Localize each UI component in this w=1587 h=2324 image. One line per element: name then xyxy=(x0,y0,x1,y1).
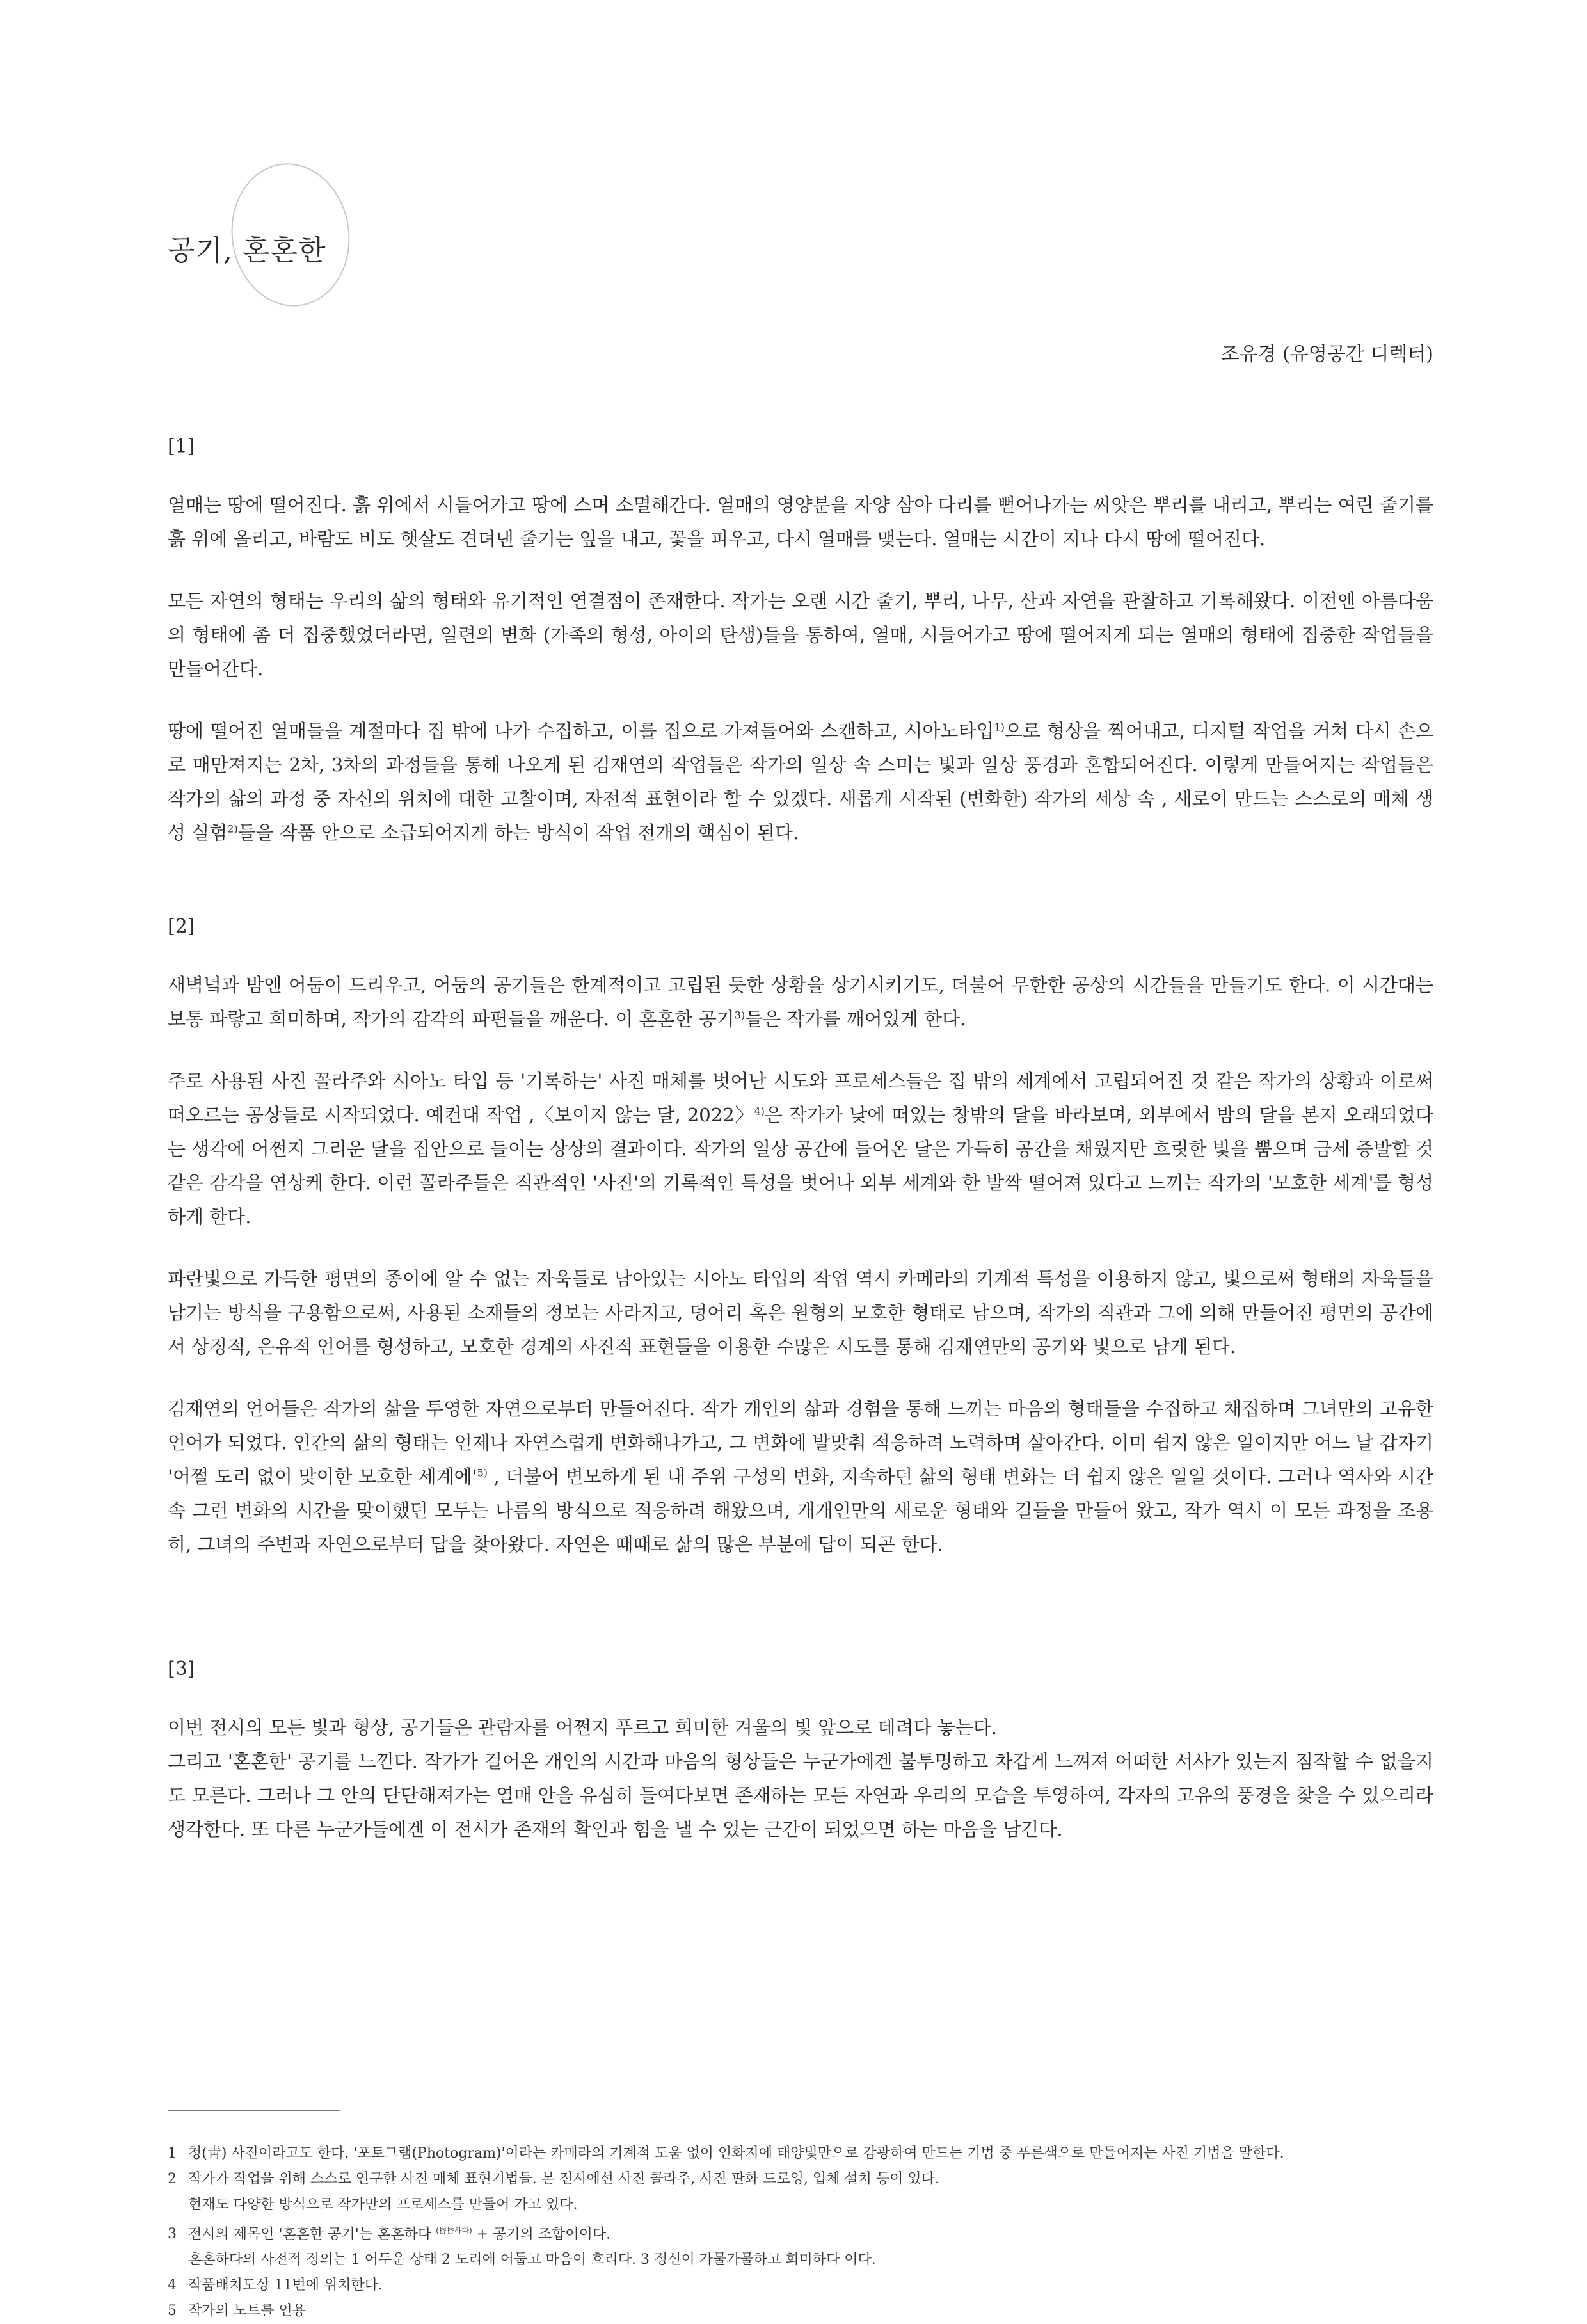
footnote-item xyxy=(168,2218,1433,2247)
paragraph xyxy=(168,1064,1433,1234)
footnote-item xyxy=(168,2273,1433,2298)
footnote-continuation: 혼혼하다의 사전적 정의는 1 어두운 상태 2 도리에 어둡고 마음이 흐리다. 3 정신이 가물가물하고 희미하다 이다. xyxy=(188,2252,876,2268)
footnote-number: 1 xyxy=(168,2145,177,2161)
footnote-text: 청(靑) 사진이라고도 한다. '포토그램(Photogram)'이라는 카메라의 기계적 도움 없이 인화지에 태양빛만으로 감광하여 만드는 기법 중 푸른색으로 만들어지는 사진 기법을 말한다. xyxy=(188,2145,1284,2161)
footnote-continuation: 현재도 다양한 방식으로 작가만의 프로세스를 만들어 가고 있다. xyxy=(188,2197,578,2213)
paragraph-text: 주로 사용된 사진 꼴라주와 시아노 타입 등 '기록하는' 사진 매체를 벗어난 시도와 프로세스들은 집 밖의 세계에서 고립되어진 것 같은 작가의 상황과 이로써 떠오르는 공상들로 시작되었다. 예컨대 작업 ,〈보이지 않는 달, 2022〉 xyxy=(168,1070,1433,1126)
author-byline: 조유경 (유영공간 디렉터) xyxy=(1220,343,1433,365)
footnote-ref: 5) xyxy=(477,1466,488,1479)
paragraph xyxy=(168,968,1433,1036)
section-marker: [2] xyxy=(168,915,195,938)
paragraph-text: , 더불어 변모하게 된 내 주위 구성의 변화, 지속하던 삶의 형태 변화는 더 쉽지 않은 일일 것이다. 그러나 역사와 시간 속 그런 변화의 시간을 맞이했던 모두는 나름의 방식으로 적응하려 해왔으며, 개개인만의 새로운 형태와 길들을 만들어 왔고, 작가 역시 이 모든 과정을 조용히, 그녀의 주변과 자연으로부터 답을 찾아왔다. 자연은 때때로 삶의 많은 부분에 답이 되곤 한다. xyxy=(168,1466,1434,1555)
section-2 xyxy=(168,915,1433,1562)
paragraph-text: 들을 작품 안으로 소급되어지게 하는 방식이 작업 전개의 핵심이 된다. xyxy=(237,822,799,844)
footnote-item xyxy=(168,2141,1433,2167)
paragraph: 이번 전시의 모든 빛과 형상, 공기들은 관람자를 어쩐지 푸르고 희미한 겨울의 빛 앞으로 데려다 놓는다. xyxy=(168,1717,998,1738)
footnote-ref: 4) xyxy=(754,1105,765,1118)
footnote-item xyxy=(168,2298,1433,2324)
footnote-ref: 3) xyxy=(734,1009,746,1022)
paragraph-text: 은 작가가 낮에 떠있는 창밖의 달을 바라보며, 외부에서 밤의 달을 본지 오래되었다는 생각에 어쩐지 그리운 달을 집안으로 들이는 상상의 결과이다. 작가의 일상 공간에 들어온 달은 가득히 공간을 채웠지만 흐릿한 빛을 뿜으며 금세 증발할 것 같은 감각을 연상케 한다. 이런 꼴라주들은 직관적인 '사진'의 기록적인 특성을 벗어나 외부 세계와 한 발짝 떨어져 있다고 느끼는 작가의 '모호한 세계'를 형성하게 한다. xyxy=(168,1104,1433,1228)
footnote-number: 5 xyxy=(168,2303,177,2320)
footnote-text: 전시의 제목인 '혼혼한 공기'는 혼혼하다 xyxy=(188,2226,436,2243)
footnote-number: 3 xyxy=(168,2226,177,2243)
paragraph: 파란빛으로 가득한 평면의 종이에 알 수 없는 자욱들로 남아있는 시아노 타입의 작업 역시 카메라의 기계적 특성을 이용하지 않고, 빛으로써 형태의 자욱들을 남기는 방식을 구용함으로써, 사용된 소재들의 정보는 사라지고, 덩어리 혹은 원형의 모호한 형태로 남으며, 작가의 직관과 그에 의해 만들어진 평면의 공간에서 상징적, 은유적 언어를 형성하고, 모호한 경계의 사진적 표현들을 이용한 수많은 시도를 통해 김재연만의 공기와 빛으로 남게 된다. xyxy=(168,1268,1433,1358)
title-block xyxy=(168,227,552,304)
footnote-ref: 1) xyxy=(994,721,1005,733)
paragraph: 열매는 땅에 떨어진다. 흙 위에서 시들어가고 땅에 스며 소멸해간다. 열매의 영양분을 자양 삼아 다리를 뻗어나가는 씨앗은 뿌리를 내리고, 뿌리는 여린 줄기를 흙 위에 올리고, 바람도 비도 햇살도 견뎌낸 줄기는 잎을 내고, 꽃을 피우고, 다시 열매를 맺는다. 열매는 시간이 지나 다시 땅에 떨어진다. xyxy=(168,494,1433,550)
paragraph: 그리고 '혼혼한' 공기를 느낀다. 작가가 걸어온 개인의 시간과 마음의 형상들은 누군가에겐 불투명하고 차갑게 느껴져 어떠한 서사가 있는지 짐작할 수 없을지도 모른다. 그러나 그 안의 단단해져가는 열매 안을 유심히 들여다보면 존재하는 모든 자연과 우리의 모습을 투영하여, 각자의 고유의 풍경을 찾을 수 있으리라 생각한다. 또 다른 누군가들에겐 이 전시가 존재의 확인과 힘을 낼 수 있는 근간이 되었으면 하는 마음을 남긴다. xyxy=(168,1751,1433,1840)
footnotes xyxy=(168,2141,1433,2324)
footnote-ref: 2) xyxy=(227,822,238,835)
section-marker: [1] xyxy=(168,435,195,458)
paragraph-text: 땅에 떨어진 열매들을 계절마다 집 밖에 나가 수집하고, 이를 집으로 가져들어와 스캔하고, 시아노타입 xyxy=(168,720,994,742)
paragraph-text: 새벽녘과 밤엔 어둠이 드리우고, 어둠의 공기들은 한계적이고 고립된 듯한 상황을 상기시키기도, 더불어 무한한 공상의 시간들을 만들기도 한다. 이 시간대는 보통 파랗고 희미하며, 작가의 감각의 파편들을 깨운다. 이 혼혼한 공기 xyxy=(168,974,1433,1030)
footnote-text: + 공기의 조합어이다. xyxy=(472,2226,611,2243)
footnote-number: 2 xyxy=(168,2171,177,2187)
section-1 xyxy=(168,435,1433,850)
footnote-text: 작가의 노트를 인용 xyxy=(188,2303,307,2320)
page-title: 공기, 혼혼한 xyxy=(168,234,326,267)
section-3 xyxy=(168,1658,1433,1847)
paragraph-text: 으로 형상을 찍어내고, 디지털 작업을 거쳐 다시 손으로 매만져지는 2차, 3차의 과정들을 통해 나오게 된 김재연의 작업들은 작가의 일상 속 스미는 빛과 일상 풍경과 혼합되어진다. 이렇게 만들어지는 작업들은 작가의 삶의 과정 중 자신의 위치에 대한 고찰이며, 자전적 표현이라 할 수 있겠다. 새롭게 시작된 (변화한) 작가의 세상 속 , 새로이 만드는 스스로의 매체 생성 실험 xyxy=(168,720,1433,844)
footnote-text: 작가가 작업을 위해 스스로 연구한 사진 매체 표현기법들. 본 전시에선 사진 콜라주, 사진 판화 드로잉, 입체 설치 등이 있다. xyxy=(188,2171,939,2187)
paragraph xyxy=(168,714,1433,850)
paragraph-text: 들은 작가를 깨어있게 한다. xyxy=(745,1008,966,1030)
footnote-number: 4 xyxy=(168,2277,177,2294)
footnote-annotation: (昏昏하다) xyxy=(436,2226,472,2235)
paragraph-text: 김재연의 언어들은 작가의 삶을 투영한 자연으로부터 만들어진다. 작가 개인의 삶과 경험을 통해 느끼는 마음의 형태들을 수집하고 채집하며 그녀만의 고유한 언어가 되었다. 인간의 삶의 형태는 언제나 자연스럽게 변화해나가고, 그 변화에 발맞춰 적응하려 노력하며 살아간다. 이미 쉽지 않은 일이지만 어느 날 갑자기 '어쩔 도리 없이 맞이한 모호한 세계에' xyxy=(168,1398,1433,1487)
paragraph xyxy=(168,1392,1433,1562)
paragraph: 모든 자연의 형태는 우리의 삶의 형태와 유기적인 연결점이 존재한다. 작가는 오랜 시간 줄기, 뿌리, 나무, 산과 자연을 관찰하고 기록해왔다. 이전엔 아름다움의 형태에 좀 더 집중했었더라면, 일련의 변화 (가족의 형성, 아이의 탄생)들을 통하여, 열매, 시들어가고 땅에 떨어지게 되는 열매의 형태에 집중한 작업들을 만들어간다. xyxy=(168,590,1433,680)
section-marker: [3] xyxy=(168,1658,195,1680)
footnote-text: 작품배치도상 11번에 위치한다. xyxy=(188,2277,383,2294)
footnote-item xyxy=(168,2167,1433,2192)
footnote-divider xyxy=(168,2110,340,2111)
